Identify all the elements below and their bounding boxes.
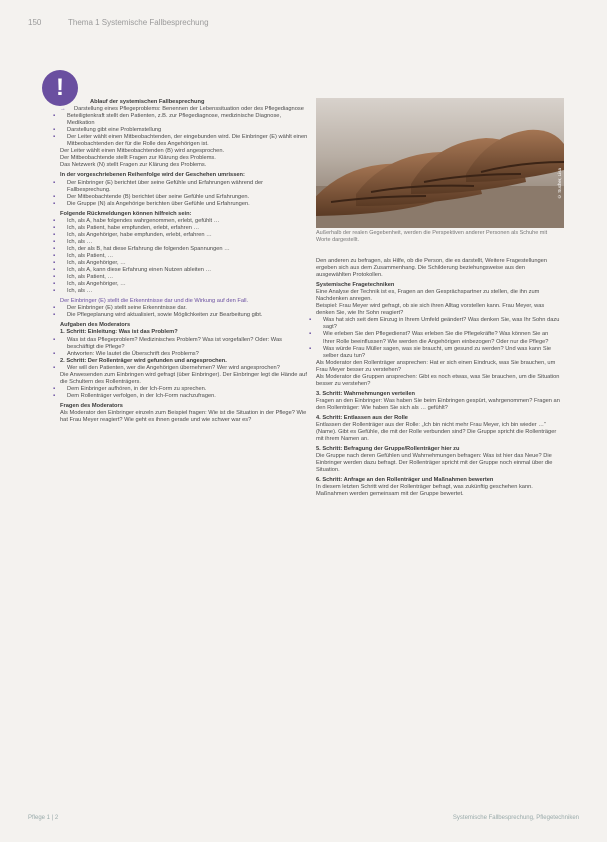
section-heading: Folgende Rückmeldungen können hilfreich sein: xyxy=(60,210,192,217)
list-item: ▪ Was ist das Pflegeproblem? Medizinisches Problem? Was ist vorgefallen? Oder: Was beschäftigt die Pflege? xyxy=(60,337,308,351)
list-item: ▪ Ich, als Angehöriger, … xyxy=(60,281,308,288)
paragraph: Der Mitbeobachtende stellt Fragen zur Klärung des Problems. xyxy=(60,155,216,162)
list-item: ▪ Was hat sich seit dem Einzug in Ihrem Umfeld geändert? Was denken Sie, was Ihr Sohn dazu sagt? xyxy=(316,317,561,331)
paragraph: Der Einbringer (E) stellt die Erkenntnisse dar und die Wirkung auf den Fall. xyxy=(60,298,249,305)
list-item: ▪ Der Mitbeobachtende (B) berichtet über seine Gefühle und Erfahrungen. xyxy=(60,194,308,201)
paragraph: Die Anwesenden zum Einbringen wird gefragt (über Einbringer). Der Einbringer legt die Hände auf die Schultern des Rollenträgers. xyxy=(60,371,307,385)
step-heading: 6. Schritt: Anfrage an den Rollenträger und Maßnahmen bewerten xyxy=(316,477,494,484)
step-heading: 3. Schritt: Wahrnehmungen verteilen xyxy=(316,390,416,397)
list-item: ▪ Ich, als Patient, habe empfunden, erlebt, erfahren … xyxy=(60,225,308,232)
exclamation-icon: ! xyxy=(42,70,78,106)
step-heading: 5. Schritt: Befragung der Gruppe/Rollenträger hier zu xyxy=(316,446,460,453)
paragraph: Eine Analyse der Technik ist es, Fragen an den Gesprächspartner zu stellen, die ihn zum Nachdenken anregen. xyxy=(316,289,540,303)
paragraph: Entlassen der Rollenträger aus der Rolle: „Ich bin nicht mehr Frau Meyer, ich bin wieder …“ (Name). Gibt es Gefühle, die mit der Rolle verbunden sind? Die Gruppe spricht die Rollenträger mit ihrem Namen an. xyxy=(316,422,557,443)
section-heading: In der vorgeschriebenen Reihenfolge wird der Geschehen umrissen: xyxy=(60,172,245,179)
list-item: ▪ Ich, als Patient, … xyxy=(60,274,308,281)
paragraph: In diesem letzten Schritt wird der Rollenträger befragt, was zukünftig geschehen kann. Maßnahmen werden gemeinsam mit der Gruppe bewertet. xyxy=(316,484,533,498)
list-item: ▪ Ich, als A, kann diese Erfahrung einen Nutzen ableiten … xyxy=(60,267,308,274)
photo-credit: © Sucher, Lisa xyxy=(557,168,562,200)
list-item: ▪ Ich, der als B, hat diese Erfahrung die folgenden Spannungen … xyxy=(60,246,308,253)
left-column xyxy=(60,96,308,424)
paragraph: Als Moderator die Gruppen ansprechen: Gibt es noch etwas, was Sie brauchen, um die Situation besser zu verstehen? xyxy=(316,373,560,387)
shoes-image xyxy=(316,98,564,228)
step-heading: 4. Schritt: Entlassen aus der Rolle xyxy=(316,414,408,421)
paragraph: Als Moderator den Rollenträger ansprechen: Hat er sich einen Eindruck, was Sie brauchen, um Frau Meyer besser zu verstehen? xyxy=(316,359,556,373)
list-item: ▪ Die Pflegeplanung wird aktualisiert, sowie Möglichkeiten zur Bearbeitung gibt. xyxy=(60,312,308,319)
list-item: ▪ Wer will den Patienten, wer die Angehörigen übernehmen? Wer wird angesprochen? xyxy=(60,365,308,372)
footer-left: Pflege 1 | 2 xyxy=(28,815,59,821)
paragraph: Als Moderator den Einbringer einzeln zum Beispiel fragen: Wie ist die Situation in der Pflege? Wie hat Frau Meyer reagiert? Wie geht es ihnen gerade und wie schwer war es? xyxy=(60,409,307,424)
paragraph: Beispiel: Frau Meyer wird gefragt, ob sie sich ihren Alltag vorstellen kann. Frau Meyer, was denken Sie, wie Ihr Sohn reagiert? xyxy=(316,303,545,317)
list-item: ▪ Ich, als Angehöriger, habe empfunden, erlebt, erfahren … xyxy=(60,232,308,239)
paragraph: Das Netzwerk (N) stellt Fragen zur Klärung des Problems. xyxy=(60,162,207,169)
shoes-photo xyxy=(316,98,564,228)
list-item: ▪ Ich, als … xyxy=(60,288,308,295)
list-item: ▪ Was würde Frau Müller sagen, was sie braucht, um gesund zu werden? Und was kann Sie selber dazu tun? xyxy=(316,346,561,360)
paragraph: Die Gruppe nach deren Gefühlen und Wahrnehmungen befragen: Was ist hier das Neue? Die Einbringer werden dazu befragt. Der Rollenträger spricht mit der Gruppe noch einmal über die Situation. xyxy=(316,453,553,474)
page-header xyxy=(28,18,587,32)
box-title: Ablauf der systemischen Fallbesprechung xyxy=(90,99,205,105)
list-item: ▪ Ich, als … xyxy=(60,239,308,246)
list-item: ▪ Der Einbringer (E) berichtet über seine Gefühle und Erfahrungen während der Fallbesprechung. xyxy=(60,180,308,194)
section-heading: Fragen des Moderators xyxy=(60,402,123,409)
list-item: ▪ Wie erleben Sie den Pflegedienst? Was erleben Sie die Pflegekräfte? Was können Sie an Ihrer Rolle beeinflussen? Wie werden die Angehörigen einbezogen? Oder nur die Pflege? xyxy=(316,331,561,345)
list-item: ▪ Die Gruppe (N) als Angehörige berichten über Gefühle und Erfahrungen. xyxy=(60,201,308,208)
list-item: ▪ Darstellung gibt eine Problemstellung xyxy=(60,127,308,134)
list-item: ▪ Ich, als A, habe folgendes wahrgenommen, erlebt, gefühlt … xyxy=(60,218,308,225)
list-item: ▪ Ich, als Patient, … xyxy=(60,253,308,260)
list-item: ▪ Der Leiter wählt einen Mitbeobachtenden, der eingebunden wird. Die Einbringer (E) wählt einen Mitbeobachtenden der für die Rolle des Angehörigen ist. xyxy=(60,134,308,148)
paragraph: Der Leiter wählt einen Mitbeobachtenden (B) wird angesprochen. xyxy=(60,148,225,155)
step-heading: 2. Schritt: Der Rollenträger wird gefunden und angesprochen. xyxy=(60,357,227,364)
step-heading: 1. Schritt: Einleitung: Was ist das Problem? xyxy=(60,329,178,336)
list-item: ▪ Ich, als Angehöriger, … xyxy=(60,260,308,267)
page-number: 150 xyxy=(28,18,42,27)
list-item: ▪ Beteiligtenkraft stellt den Patienten, z.B. zur Pflegediagnose, medizinische Diagnose, Medikation xyxy=(60,113,308,127)
section-heading: Systemische Fragetechniken xyxy=(316,282,395,289)
list-item: ▪ Dem Rollenträger verfolgen, in der Ich-Form nachzufragen. xyxy=(60,393,308,400)
list-item: ▪ Dem Einbringer aufhören, in der Ich-Form zu sprechen. xyxy=(60,386,308,393)
list-item: ▪ Antworten: Wie lautet die Überschrift des Problems? xyxy=(60,351,308,358)
running-title: Thema 1 Systemische Fallbesprechung xyxy=(68,18,209,27)
right-column xyxy=(316,258,561,499)
section-heading: Aufgaben des Moderators xyxy=(60,322,131,329)
photo-caption: Außerhalb der realen Gegebenheit, werden die Perspektiven anderer Personen als Schuhe mit Worte dargestellt. xyxy=(316,230,548,243)
list-item: → Darstellung eines Pflegeproblems: Benennen der Lebenssituation oder des Pflegediagnose xyxy=(60,106,308,113)
list-item: ▪ Der Einbringer (E) stellt seine Erkenntnisse dar. xyxy=(60,305,308,312)
paragraph: Fragen an den Einbringer: Was haben Sie beim Einbringen gespürt, wahrgenommen? Fragen an den Rollenträger: Wie haben Sie sich als … gefühlt? xyxy=(316,397,560,411)
footer-right: Systemische Fallbesprechung, Pflegetechniken xyxy=(452,815,579,821)
paragraph: Den anderen zu befragen, als Hilfe, ob die Person, die es darstellt, Weitere Fragestellungen ergeben sich aus dem Zusammenhang. Die Schilderung beziehungsweise aus den ausgewählten Protokollen. xyxy=(316,258,548,279)
